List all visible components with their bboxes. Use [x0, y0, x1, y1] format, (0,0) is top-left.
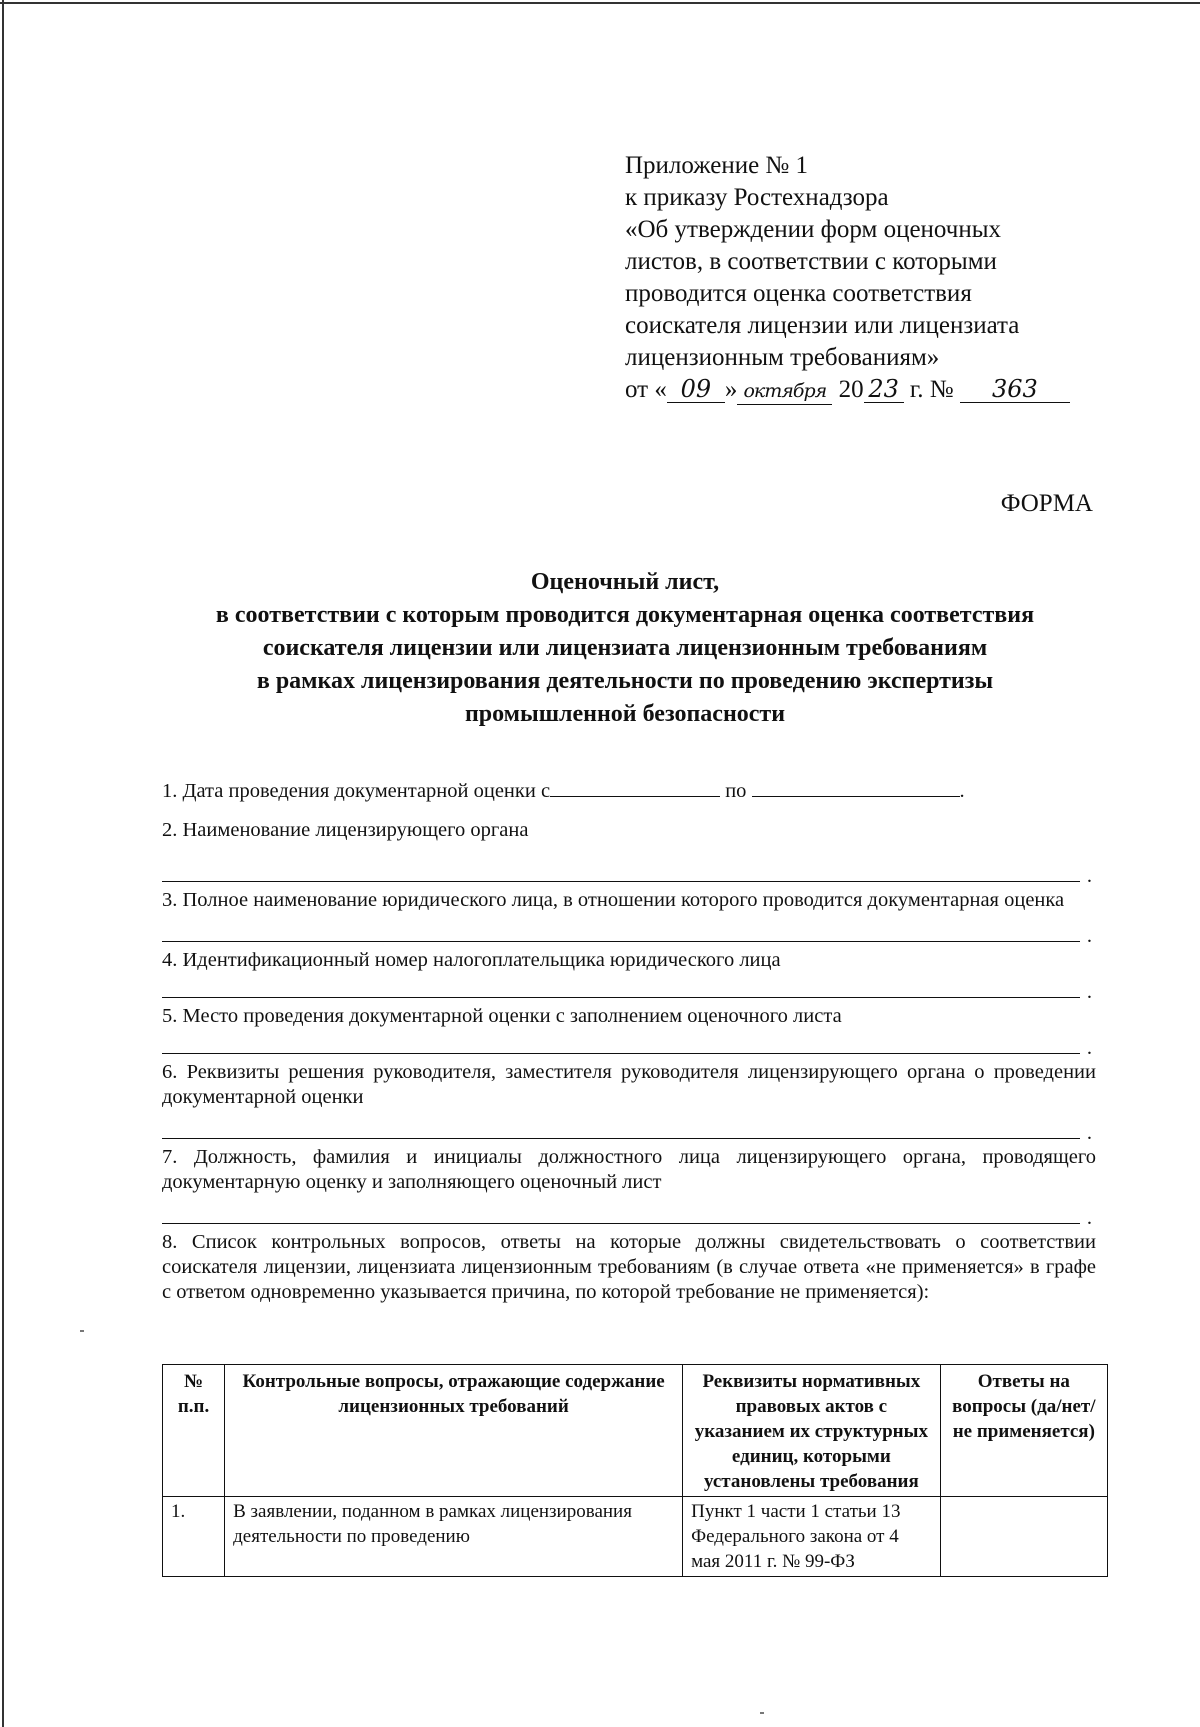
appendix-header [625, 150, 1095, 406]
form-fields [162, 776, 1096, 1305]
handwritten-day: 09 [667, 376, 725, 403]
field-decision-details [162, 1060, 1096, 1139]
document-title [150, 566, 1100, 731]
appendix-line: проводится оценка соответствия [625, 280, 972, 307]
scan-speck [80, 1330, 84, 1332]
title-line: в соответствии с которым проводится документарная оценка соответствия [215, 602, 1035, 628]
scan-speck [760, 1712, 764, 1714]
order-date-line [625, 374, 1095, 406]
handwritten-year: 23 [864, 376, 904, 403]
field-assessment-dates [162, 776, 1096, 804]
row-answer-cell[interactable] [940, 1497, 1107, 1577]
handwritten-order-number: 363 [960, 376, 1070, 403]
official-name-input[interactable] [162, 1207, 1080, 1224]
row-question: В заявлении, поданном в рамках лицензирования деятельности по проведению [225, 1497, 683, 1577]
row-num: 1. [163, 1497, 225, 1577]
legal-entity-name-input[interactable] [162, 925, 1080, 942]
scan-edge-left [2, 0, 4, 1727]
field-label: 4. Идентификационный номер налогоплательщика юридического лица [162, 949, 781, 971]
title-line: в рамках лицензирования деятельности по проведению экспертизы [256, 668, 994, 694]
table-row [163, 1497, 1108, 1577]
field-licensing-authority [162, 818, 1096, 882]
checklist-table [162, 1364, 1108, 1577]
field-label: 1. Дата проведения документарной оценки с [162, 780, 551, 802]
field-label: 8. Список контрольных вопросов, ответы на которые должны свидетельствовать о соответствии соискателя лицензии, лицензиата лицензионным требованиям (в случае ответа «не применяется» в графе с ответом одновременно указывается причина, по которой требование не применяется): [162, 1231, 1096, 1303]
year-prefix: 20 [838, 376, 864, 403]
title-line: соискателя лицензии или лицензиата лицензионным требованиям [262, 635, 988, 661]
header-answers: Ответы на вопросы (да/нет/ не применяется) [940, 1365, 1107, 1497]
field-official-name [162, 1145, 1096, 1224]
inn-input[interactable] [162, 981, 1080, 998]
appendix-line: листов, в соответствии с которыми [625, 248, 997, 275]
title-line: Оценочный лист, [530, 569, 720, 595]
field-label: 6. Реквизиты решения руководителя, заместителя руководителя лицензирующего органа о проведении документарной оценки [162, 1061, 1096, 1108]
handwritten-month: октября [737, 378, 832, 405]
date-to-input[interactable] [752, 776, 960, 797]
scan-edge-top [0, 2, 1200, 4]
field-label: 5. Место проведения документарной оценки с заполнением оценочного листа [162, 1005, 842, 1027]
appendix-line: лицензионным требованиям» [625, 344, 940, 371]
assessment-place-input[interactable] [162, 1037, 1080, 1054]
field-legal-entity-name [162, 888, 1096, 942]
date-prefix: от « [625, 376, 667, 403]
appendix-line: к приказу Ростехнадзора [625, 184, 889, 211]
year-postfix: г. № [909, 376, 954, 403]
table-header-row [163, 1365, 1108, 1497]
field-label: 2. Наименование лицензирующего органа [162, 819, 529, 841]
appendix-line: соискателя лицензии или лицензиата [625, 312, 1020, 339]
field-inn [162, 948, 1096, 998]
form-label: ФОРМА [1000, 490, 1093, 517]
date-from-input[interactable] [550, 776, 720, 797]
field-label: 3. Полное наименование юридического лица, в отношении которого проводится документарная оценка [162, 889, 1065, 911]
appendix-line: Приложение № 1 [625, 152, 809, 179]
decision-details-input[interactable] [162, 1122, 1080, 1139]
field-label: по [725, 780, 747, 802]
field-label: 7. Должность, фамилия и инициалы должностного лица лицензирующего органа, проводящего документарную оценку и заполняющего оценочный лист [162, 1146, 1096, 1193]
header-num: № п.п. [163, 1365, 225, 1497]
licensing-authority-input[interactable] [162, 865, 1080, 882]
header-question: Контрольные вопросы, отражающие содержание лицензионных требований [225, 1365, 683, 1497]
period: . [959, 780, 965, 802]
title-line: промышленной безопасности [464, 701, 786, 727]
row-requisites: Пункт 1 части 1 статьи 13 Федерального закона от 4 мая 2011 г. № 99-ФЗ [683, 1497, 941, 1577]
appendix-line: «Об утверждении форм оценочных [625, 216, 1002, 243]
field-checklist-intro [162, 1230, 1096, 1305]
field-assessment-place [162, 1004, 1096, 1054]
quote-close: » [724, 376, 738, 403]
header-requisites: Реквизиты нормативных правовых актов с указанием их структурных единиц, которыми установлены требования [683, 1365, 941, 1497]
